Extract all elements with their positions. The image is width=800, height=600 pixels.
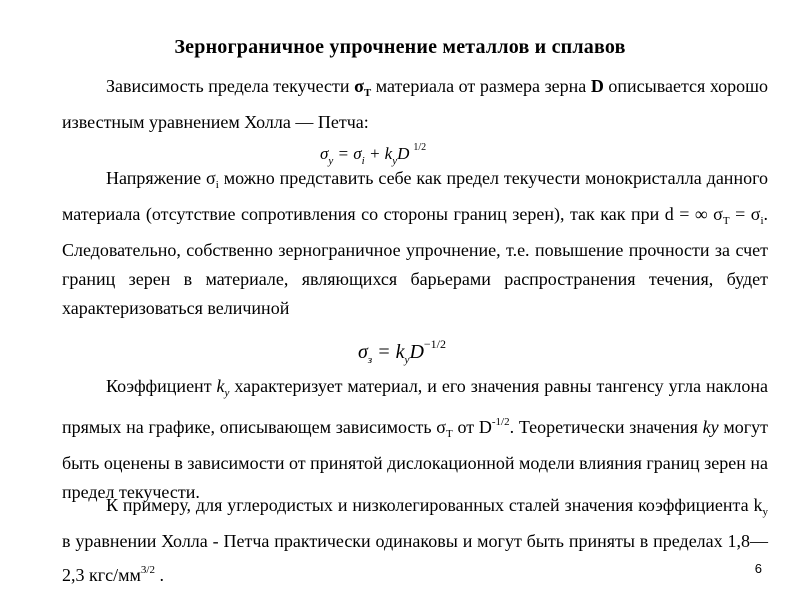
paragraph-example: К примеру, для углеродистых и низколегированных сталей значения коэффициента $k_y$ в уравнении Холла - Петча практически одинаковы и могут быть приняты в пределах 1,8—2,3 кгс/$мм^{3/2}$ . <box>62 495 768 585</box>
page-number: 6 <box>754 561 762 576</box>
paragraph-stress: Напряжение $\sigma_i$ можно представить себе как предел текучести монокристалла данного материала (отсутствие сопротивления со стороны границ зерен), так как при d = ∞ $\sigma_T = \sigma_i$. Следовательно, собственно зернограничное упрочнение, т.е. повышение прочности за счет границ зерен в материале, являющихся барьерами распространения течения, будет характеризоваться величиной <box>62 168 769 318</box>
hall-petch-equation: $\sigma_y = \sigma_i + k_yD$ $^{1/2}$ <box>320 142 427 167</box>
page-title: Зернограничное упрочнение металлов и сплавов <box>174 36 626 58</box>
grain-boundary-equation: $\sigma_з = k_yD^{-1/2}$ <box>358 337 446 366</box>
paragraph-intro: Зависимость предела текучести $\sigma_T$ материала от размера зерна D описывается хорошо известным уравнением Холла — Петча: <box>62 76 768 132</box>
paragraph-coefficient: Коэффициент $k_y$ характеризует материал, и его значения равны тангенсу угла наклона прямых на графике, описывающем зависимость $\sigma_T$ от $D^{-1/2}$. Теоретически значения ky могут быть оценены в зависимости от принятой дислокационной модели влияния границ зерен на предел текучести. <box>62 376 768 502</box>
